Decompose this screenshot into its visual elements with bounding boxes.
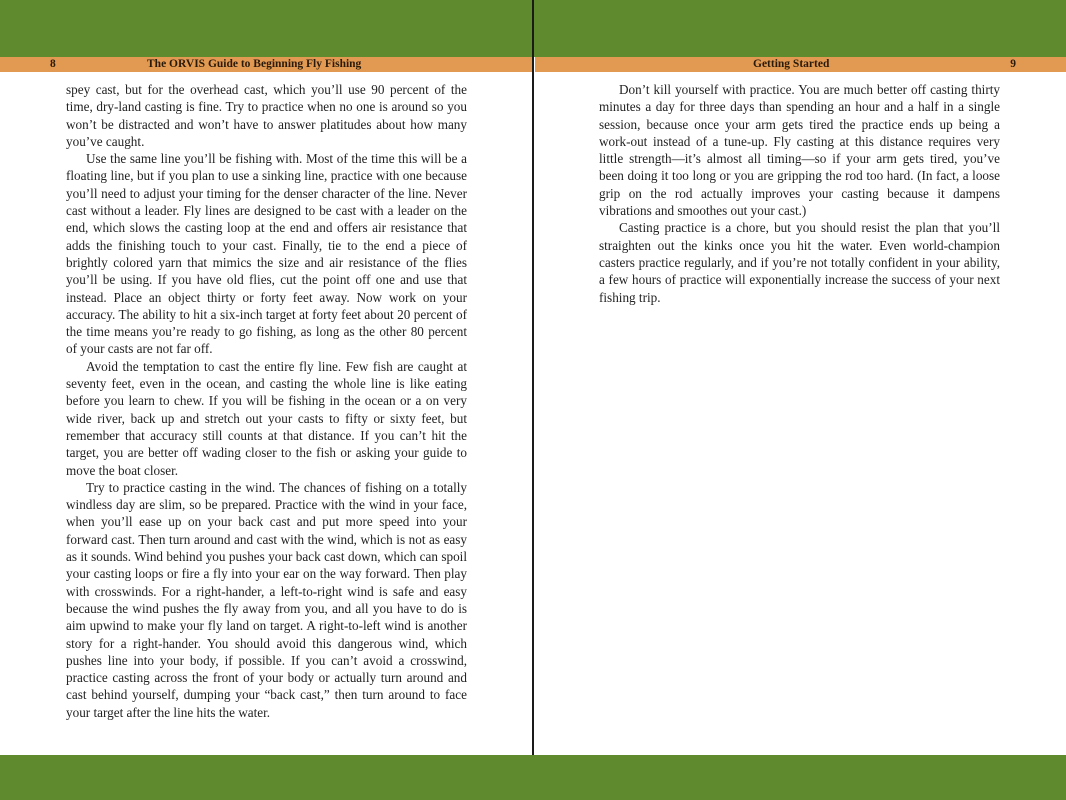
right-running-head: Getting Started: [753, 58, 830, 70]
left-running-head: The ORVIS Guide to Beginning Fly Fishing: [147, 58, 362, 70]
paragraph: Don’t kill yourself with practice. You are much better off casting thirty minutes a day for three days than spending an hour and a half in a single session, because once your arm gets tired the practice ends up being a work-out instead of a tune-up. Fly casting at this distance requires very little strength—it’s almost all timing—so if your arm gets tired, you’ve been doing it too long or you are gripping the rod too hard. (In fact, a loose grip on the rod actually improves your casting because it dampens vibrations and smoothes out your cast.): [599, 82, 1000, 219]
bottom-decorative-band: [0, 755, 1066, 800]
paragraph: Use the same line you’ll be fishing with. Most of the time this will be a floating line, but if you plan to use a sinking line, practice with one because you’ll need to adjust your timing for the denser character of the line. Never cast without a leader. Fly lines are designed to be cast with a leader on the end, which slows the casting loop at the end and offers air resistance that adds the finishing touch to your cast. Finally, tie to the end a piece of brightly colored yarn that mimics the size and air resistance of the flies you’ll be using. If you have old flies, cut the point off one and use that instead. Place an object thirty or forty feet away. Now work on your accuracy. The ability to hit a six-inch target at forty feet about 20 percent of the time means you’re ready to go fishing, as long as the other 80 percent of your casts are not far off.: [66, 151, 467, 357]
left-page-body: [66, 81, 467, 721]
book-spine-divider: [532, 0, 534, 800]
paragraph: Casting practice is a chore, but you should resist the plan that you’ll straighten out the kinks once you hit the water. Even world-champion casters practice regularly, and if you’re not totally confident in your ability, a few hours of practice will exponentially increase the success of your next fishing trip.: [599, 220, 1000, 305]
paragraph: Avoid the temptation to cast the entire fly line. Few fish are caught at seventy feet, even in the ocean, and casting the whole line is like eating before you learn to chew. If you will be fishing in the ocean or a on very wide river, back up and stretch out your casts to fifty or sixty feet, but remember that accuracy still counts at that distance. If you can’t hit the target, you are better off wading closer to the fish or asking your guide to move the boat closer.: [66, 358, 467, 478]
paragraph: spey cast, but for the overhead cast, which you’ll use 90 percent of the time, dry-land casting is fine. Try to practice when no one is around so you won’t be distracted and won’t have to answer platitudes about how many you’ve caught.: [66, 82, 467, 149]
right-page-body: [599, 81, 1000, 306]
paragraph: Try to practice casting in the wind. The chances of fishing on a totally windless day are slim, so be prepared. Practice with the wind in your face, when you’ll ease up on your back cast and put more speed into your forward cast. Then turn around and cast with the wind, which is not as easy as it sounds. Wind behind you pushes your back cast down, which can spoil your casting loops or fire a fly into your ear on the way forward. Then play with crosswinds. For a right-hander, a left-to-right wind is safe and easy because the wind pushes the fly away from you, and all you have to do is aim upwind to make your fly land on target. A right-to-left wind is another story for a right-hander. You should avoid this dangerous wind, which pushes line into your body, if possible. If you can’t avoid a crosswind, practice casting across the front of your body or actually turn around and cast behind yourself, dumping your “back cast,” then turn around to face your target after the line hits the water.: [66, 479, 467, 720]
right-page-header: [535, 57, 1066, 72]
left-page-number: 8: [50, 58, 56, 70]
right-page-number: 9: [1010, 58, 1016, 70]
left-page-header: [0, 57, 532, 72]
